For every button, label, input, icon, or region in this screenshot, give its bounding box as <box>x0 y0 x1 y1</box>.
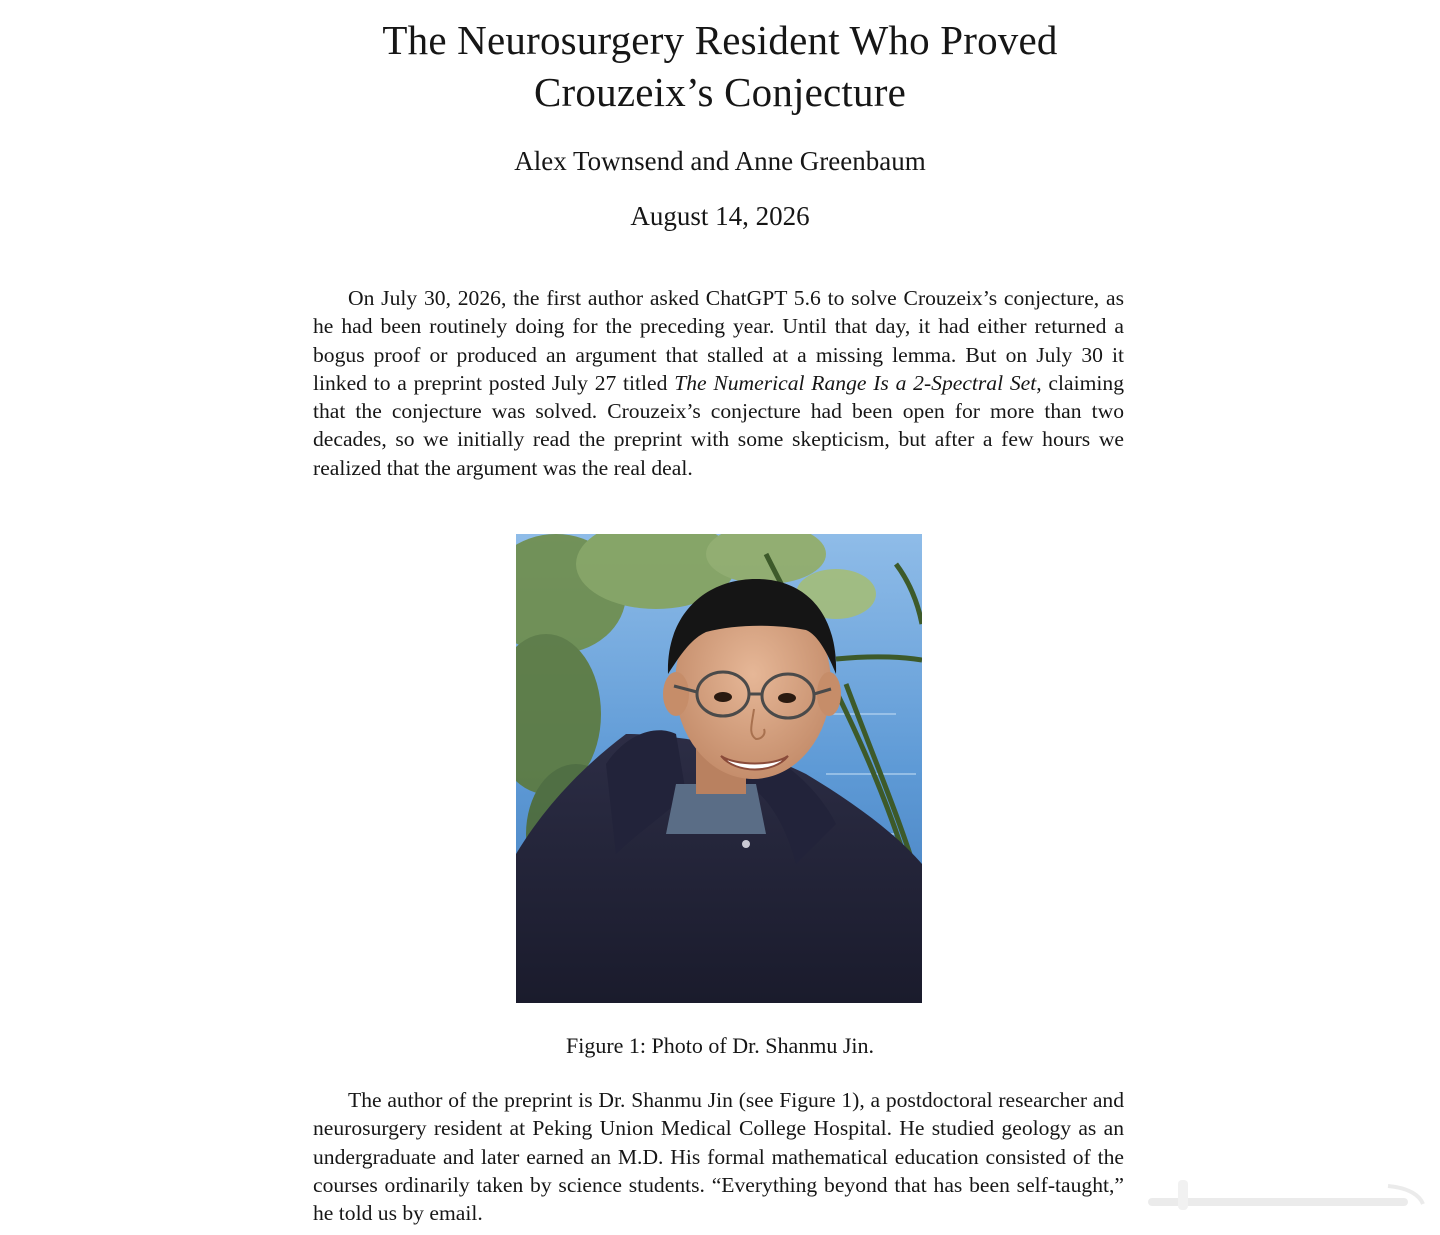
paper-title <box>0 14 1440 118</box>
figure-caption: Figure 1: Photo of Dr. Shanmu Jin. <box>565 1033 874 1058</box>
preprint-title: The Numerical Range Is a 2-Spectral Set <box>674 370 1037 395</box>
paragraph-intro-text-b: , claiming that the conjecture was solved. Crouzeix’s conjecture had been open for more than two decades, so we initially read the preprint with some skepticism, but after a few hours we realized that the argument was the real deal. <box>313 370 1124 480</box>
title-line-1: The Neurosurgery Resident Who Proved <box>382 17 1058 63</box>
paragraph-intro-text-a: On July 30, 2026, the first author asked ChatGPT 5.6 to solve Crouzeix’s conjecture, as he had been routinely doing for the preceding year. Until that day, it had either returned a bogus proof or produced an argument that stalled at a missing lemma. But on July 30 it linked to a preprint posted July 27 titled <box>313 286 1124 395</box>
portrait-photo <box>516 534 922 1003</box>
author-list: Alex Townsend and Anne Greenbaum <box>514 146 926 176</box>
title-line-2: Crouzeix’s Conjecture <box>534 69 906 115</box>
figure-photo <box>516 534 922 1003</box>
watermark-logo <box>1148 1176 1428 1220</box>
paragraph-intro <box>313 284 1124 482</box>
publication-date: August 14, 2026 <box>630 201 810 231</box>
paragraph-author-bio: The author of the preprint is Dr. Shanmu Jin (see Figure 1), a postdoctoral researcher and neurosurgery resident at Peking Union Medical College Hospital. He studied geology as an undergraduate and later earned an M.D. His formal mathematical education consisted of the courses ordinarily taken by science students. “Everything beyond that has been self-taught,” he told us by email. <box>313 1088 1124 1226</box>
